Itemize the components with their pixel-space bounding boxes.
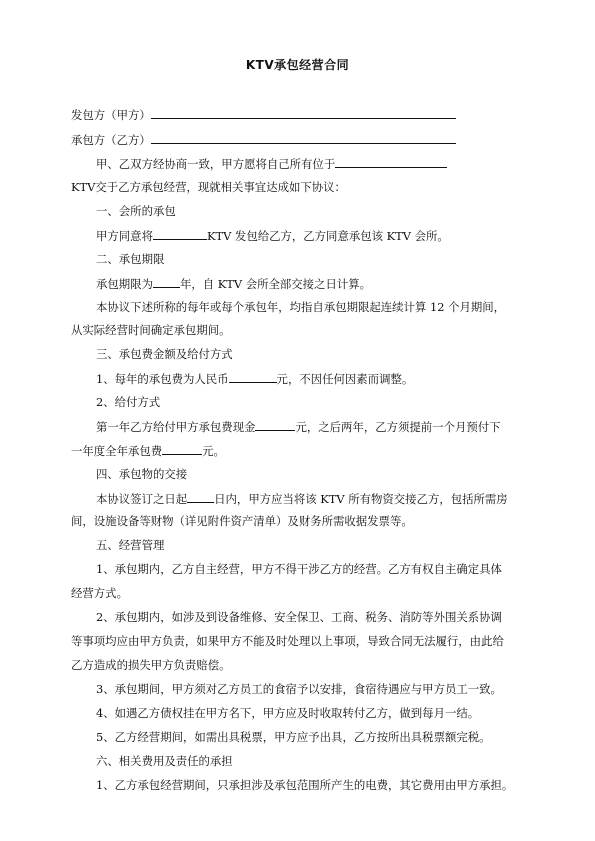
intro-text-1: 甲、乙双方经协商一致，甲方愿将自己所有位于 <box>96 157 336 171</box>
party-a-blank[interactable] <box>151 106 456 119</box>
section-4-para-line-2: 间，设施设备等财物（详见附件资产清单）及财务所需收据发票等。 <box>71 514 413 528</box>
sec3-item2-line2-after: 元。 <box>202 444 225 458</box>
section-1-para <box>96 227 449 244</box>
party-a-label: 发包方（甲方） <box>71 108 151 122</box>
sec3-item2-line2-before: 一年度全年承包费 <box>71 444 163 458</box>
section-4-heading: 四、承包物的交接 <box>96 467 188 481</box>
section-5-item-4: 4、如遇乙方债权挂在甲方名下，甲方应及时收取转付乙方，做到每月一结。 <box>96 706 480 720</box>
document-title: KTV承包经营合同 <box>245 58 350 72</box>
section-5-item-2-line-2: 等事项均应由甲方负责，如果甲方不能及时处理以上事项，导致合同无法履行，由此给 <box>71 634 504 648</box>
section-5-item-2-line-3: 乙方造成的损失甲方负责赔偿。 <box>71 658 231 672</box>
section-2-para-2-line-1: 本协议下述所称的每年或每个承包年，均指自承包期限起连续计算 12 个月期间， <box>96 300 506 314</box>
sec2-text-before: 承包期限为 <box>96 277 153 291</box>
section-6-item-1: 1、乙方承包经营期间，只承担涉及承包范围所产生的电费，其它费用由甲方承担。 <box>96 778 514 792</box>
section-5-item-3: 3、承包期间，甲方须对乙方员工的食宿予以安排，食宿待遇应与甲方员工一致。 <box>96 682 502 696</box>
next-year-fee-blank[interactable] <box>162 442 202 455</box>
section-3-item-2-line-1 <box>96 418 501 435</box>
section-2-para-2-line-2: 从实际经营时间确定承包期间。 <box>71 323 231 337</box>
section-4-para-line-1 <box>96 490 508 507</box>
section-2-para-1 <box>96 275 371 292</box>
sec3-item1-before: 1、每年的承包费为人民币 <box>96 372 229 386</box>
section-5-item-2-line-1: 2、承包期内，如涉及到设备维修、安全保卫、工商、税务、消防等外围关系协调 <box>96 610 502 624</box>
section-3-heading: 三、承包费金额及给付方式 <box>96 347 233 361</box>
party-b-line <box>71 131 456 148</box>
sec1-text-before: 甲方同意将 <box>96 229 153 243</box>
first-year-cash-blank[interactable] <box>255 418 295 431</box>
sec1-text-after: KTV 发包给乙方，乙方同意承包该 KTV 会所。 <box>206 229 449 243</box>
intro-text-2: KTV交于乙方承包经营，现就相关事宜达成如下协议： <box>71 180 346 194</box>
party-a-line <box>71 106 456 123</box>
section-5-heading: 五、经营管理 <box>96 538 165 552</box>
section-3-sub-2: 2、给付方式 <box>96 395 161 409</box>
section-5-item-1-line-1: 1、承包期内，乙方自主经营，甲方不得干涉乙方的经营。乙方有权自主确定具体 <box>96 562 502 576</box>
party-b-label: 承包方（乙方） <box>71 133 151 147</box>
location-blank[interactable] <box>335 155 447 168</box>
sec4-text-before: 本协议签订之日起 <box>96 492 188 506</box>
section-3-item-2-line-2 <box>71 442 225 459</box>
sec3-item1-after: 元，不因任何因素而调整。 <box>276 372 414 386</box>
intro-line-1 <box>96 155 447 172</box>
section-2-heading: 二、承包期限 <box>96 252 165 266</box>
sec3-item2-before: 第一年乙方给付甲方承包费现金 <box>96 420 256 434</box>
section-1-heading: 一、会所的承包 <box>96 204 176 218</box>
section-5-item-5: 5、乙方经营期间，如需出具税票，甲方应予出具，乙方按所出具税票额完税。 <box>96 730 491 744</box>
handover-days-blank[interactable] <box>187 490 214 503</box>
section-5-item-1-line-2: 经营方式。 <box>71 586 128 600</box>
venue-name-blank[interactable] <box>153 227 207 240</box>
section-3-item-1 <box>96 370 413 387</box>
party-b-blank[interactable] <box>151 131 456 144</box>
sec3-item2-after: 元，之后两年，乙方须提前一个月预付下 <box>295 420 501 434</box>
term-years-blank[interactable] <box>153 275 180 288</box>
section-6-heading: 六、相关费用及责任的承担 <box>96 754 233 768</box>
sec4-text-after: 日内，甲方应当将该 KTV 所有物资交接乙方，包括所需房 <box>214 492 508 506</box>
sec2-text-after: 年，自 KTV 会所全部交接之日计算。 <box>179 277 372 291</box>
annual-fee-blank[interactable] <box>229 370 277 383</box>
